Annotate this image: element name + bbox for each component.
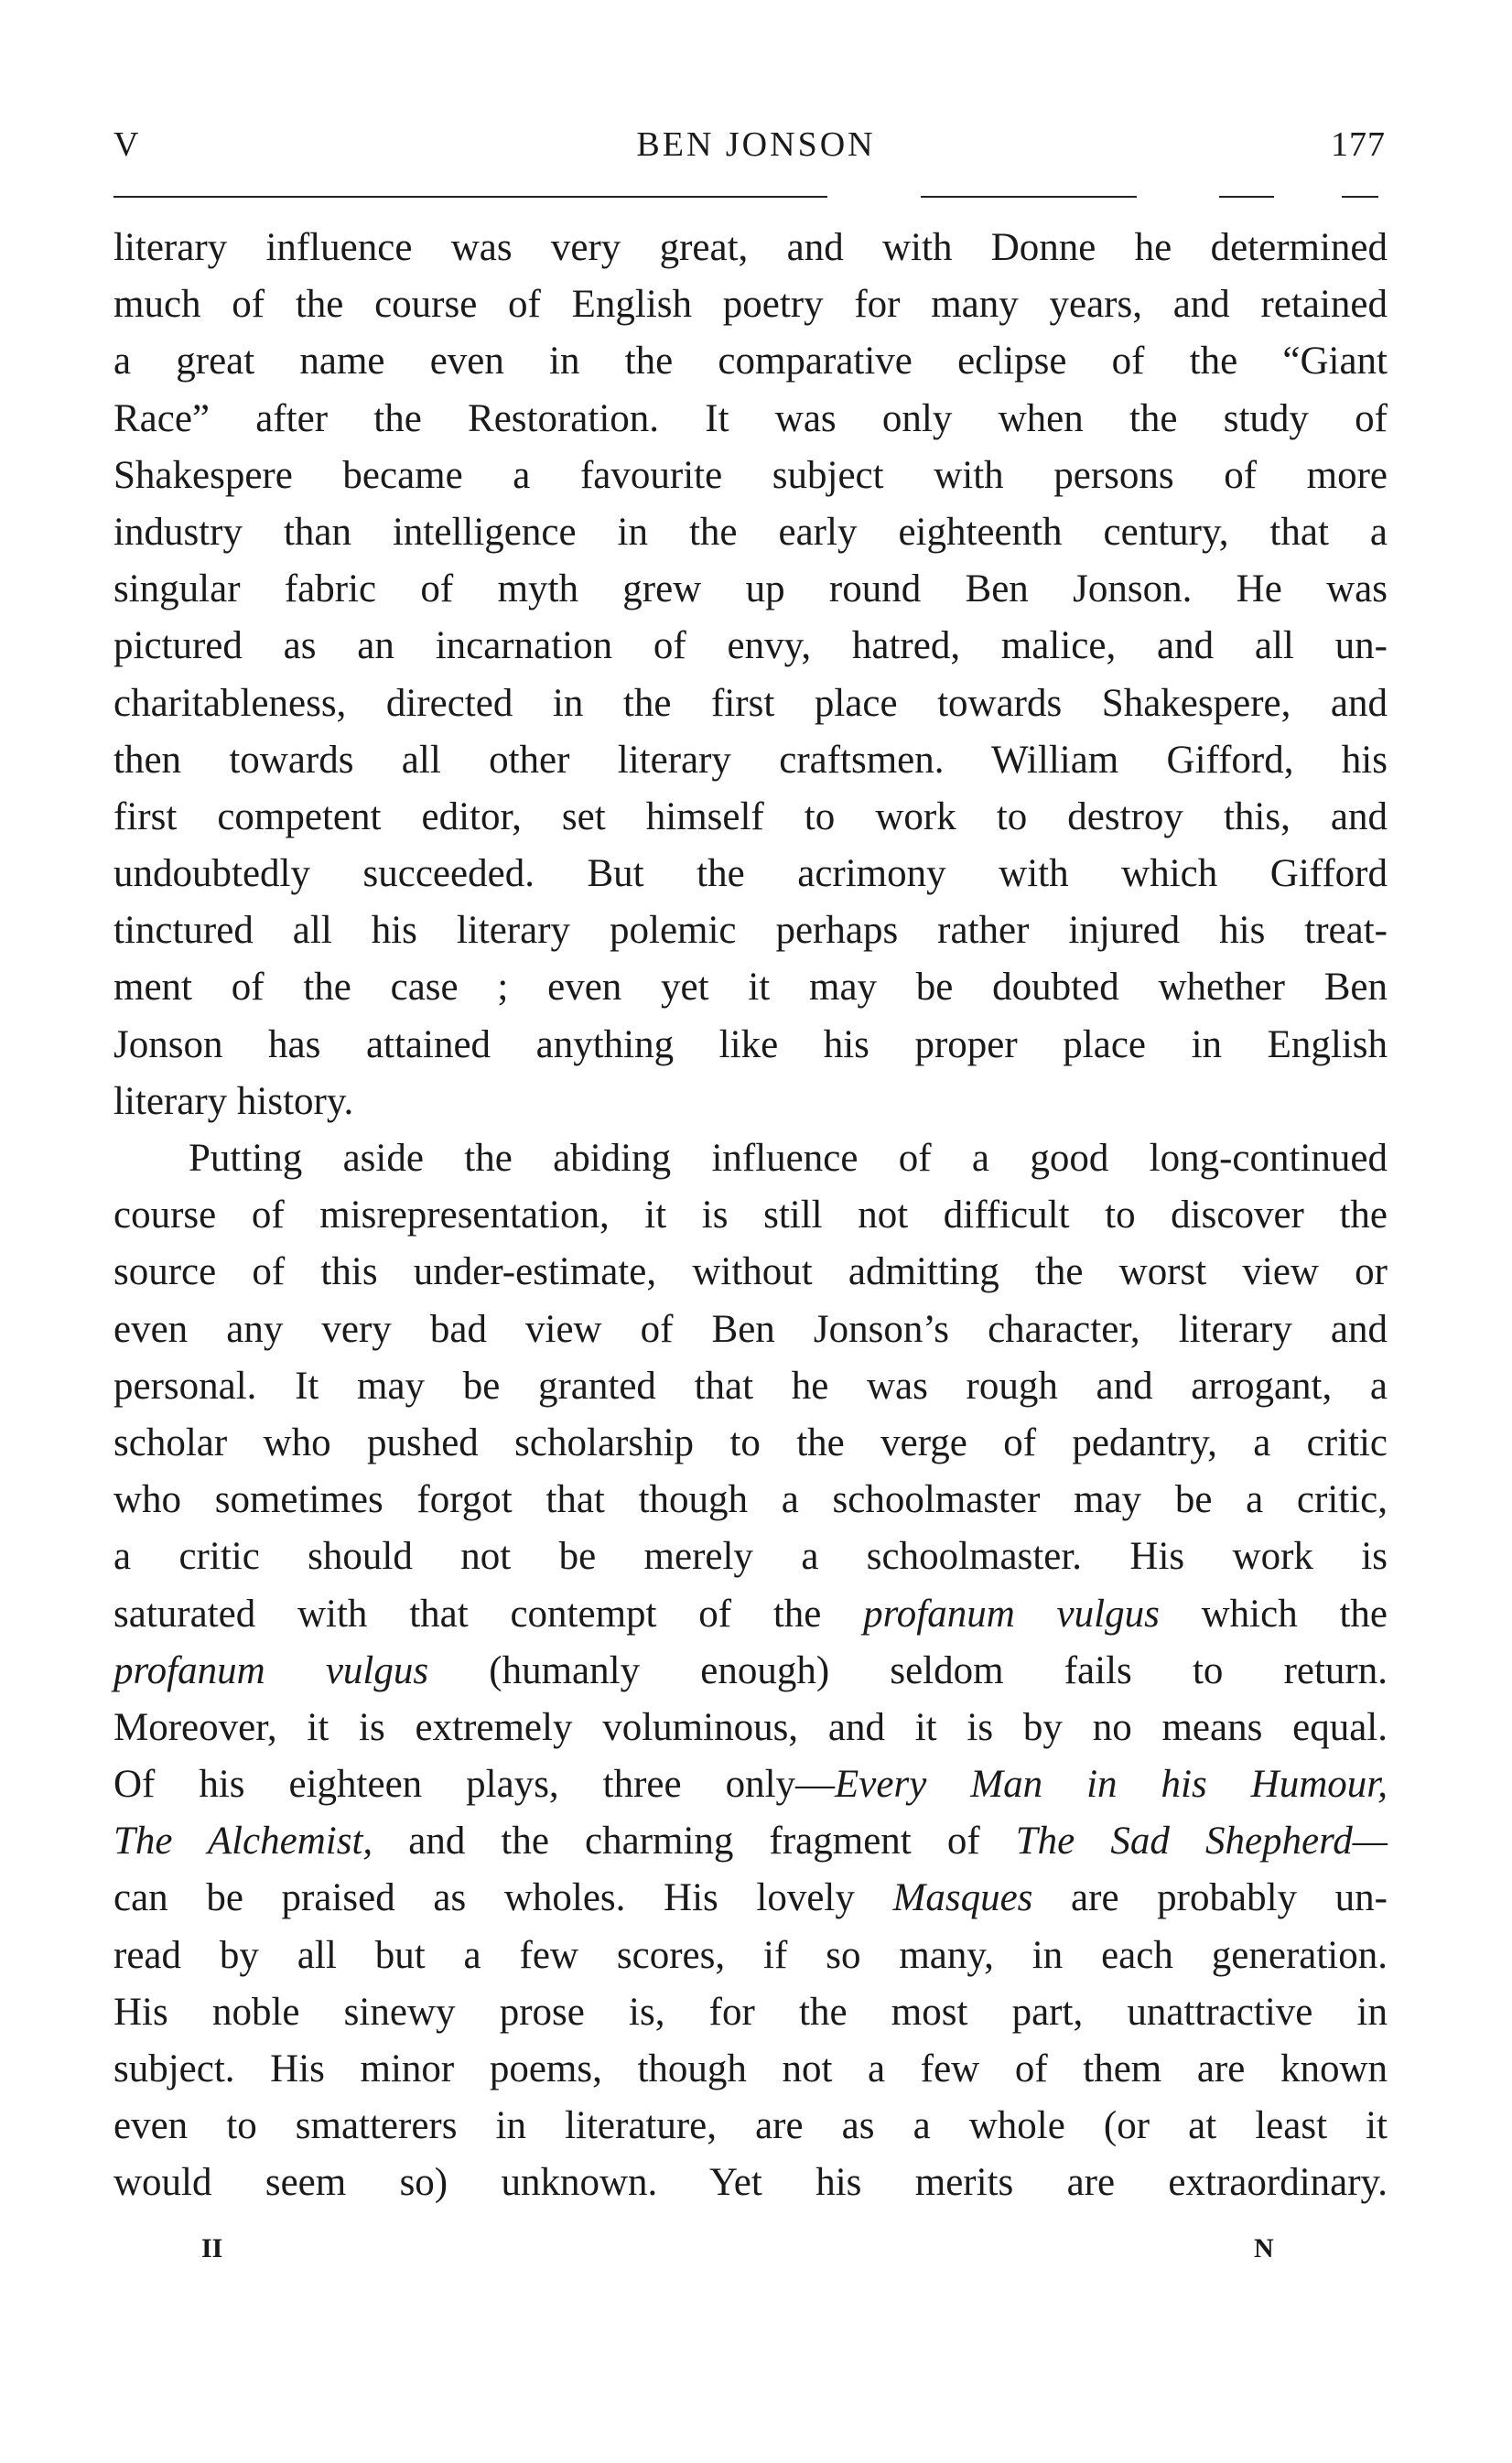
text-run: much of the course of English poetry for many years, and retained <box>113 283 1388 327</box>
text-line <box>113 1643 1388 1700</box>
text-run: tinctured all his literary polemic perhaps rather injured his treat- <box>113 909 1388 953</box>
text-line <box>113 789 1388 846</box>
text-run: which the <box>1159 1592 1388 1636</box>
text-line <box>113 902 1388 959</box>
text-line <box>113 561 1388 618</box>
text-run: would seem so) unknown. Yet his merits are extraordinary. <box>113 2161 1388 2205</box>
text-run: and the charming fragment of <box>373 1820 1016 1863</box>
text-line <box>113 1187 1388 1244</box>
text-line <box>113 1415 1388 1472</box>
italic-title: The Sad Shepherd— <box>1015 1820 1388 1863</box>
italic-title: profanum vulgus <box>863 1592 1160 1636</box>
text-run: are probably un- <box>1032 1876 1388 1920</box>
text-run: who sometimes forgot that though a schoolmaster may be a critic, <box>113 1478 1388 1522</box>
text-run: course of misrepresentation, it is still not difficult to discover the <box>113 1194 1388 1237</box>
italic-title: The Alchemist, <box>113 1820 373 1863</box>
signature-mark: II <box>201 2233 223 2263</box>
text-line <box>113 448 1388 504</box>
text-run: singular fabric of myth grew up round Ben Jonson. He was <box>113 567 1388 611</box>
text-line <box>113 732 1388 789</box>
text-line <box>113 1756 1388 1813</box>
text-line <box>113 959 1388 1016</box>
signature-letter: N <box>1254 2233 1274 2263</box>
text-line <box>113 1984 1388 2041</box>
body-text <box>113 220 1388 2212</box>
header-rule <box>1219 196 1274 198</box>
text-run: a critic should not be merely a schoolmaster. His work is <box>113 1535 1388 1579</box>
text-run: personal. It may be granted that he was rough and arrogant, a <box>113 1364 1388 1408</box>
text-run: subject. His minor poems, though not a few of them are known <box>113 2047 1388 2090</box>
text-line <box>113 1472 1388 1529</box>
text-line <box>113 1017 1388 1074</box>
text-line <box>113 618 1388 675</box>
text-line <box>113 1074 1388 1130</box>
running-title: BEN JONSON <box>636 125 876 164</box>
text-run: saturated with that contempt of the <box>113 1592 864 1636</box>
text-line <box>113 2041 1388 2098</box>
header-rule <box>921 196 1137 198</box>
text-run: literary influence was very great, and with Donne he determined <box>113 226 1388 269</box>
text-line <box>113 391 1388 448</box>
text-line <box>113 2098 1388 2155</box>
text-line <box>113 2155 1388 2211</box>
text-run: scholar who pushed scholarship to the verge of pedantry, a critic <box>113 1421 1388 1464</box>
text-line <box>113 1358 1388 1415</box>
text-line <box>113 1700 1388 1756</box>
text-run: then towards all other literary craftsmen. William Gifford, his <box>113 738 1388 782</box>
italic-title: profanum vulgus <box>113 1648 429 1692</box>
text-run: first competent editor, set himself to work to destroy this, and <box>113 794 1388 838</box>
text-run: Shakespere became a favourite subject with persons of more <box>113 453 1388 497</box>
text-run: (humanly enough) seldom fails to return. <box>428 1648 1388 1692</box>
text-line <box>113 1130 1388 1187</box>
text-line <box>113 1529 1388 1585</box>
page-number: 177 <box>1331 125 1386 164</box>
text-line <box>113 1813 1388 1870</box>
text-run: even any very bad view of Ben Jonson’s character, literary and <box>113 1307 1388 1351</box>
text-run: literary history. <box>113 1079 354 1123</box>
italic-title: Every Man in his Humour, <box>835 1763 1388 1807</box>
text-run: undoubtedly succeeded. But the acrimony with which Gifford <box>113 852 1388 896</box>
text-run: charitableness, directed in the first place towards Shakespere, and <box>113 681 1388 725</box>
text-run: source of this under-estimate, without admitting the worst view or <box>113 1250 1388 1294</box>
text-line <box>113 220 1388 276</box>
text-line <box>113 1586 1388 1643</box>
chapter-number: V <box>113 125 140 164</box>
text-run: Moreover, it is extremely voluminous, and it is by no means equal. <box>113 1705 1388 1749</box>
text-run: industry than intelligence in the early eighteenth century, that a <box>113 510 1388 554</box>
text-run: Jonson has attained anything like his proper place in English <box>113 1022 1388 1066</box>
text-run: ment of the case ; even yet it may be doubted whether Ben <box>113 966 1388 1010</box>
text-line <box>113 1870 1388 1927</box>
text-line <box>113 846 1388 902</box>
text-run: Race” after the Restoration. It was only when the study of <box>113 396 1388 440</box>
text-run: Putting aside the abiding influence of a good long-continued <box>189 1137 1388 1180</box>
text-line <box>113 1928 1388 1984</box>
text-run: even to smatterers in literature, are as a whole (or at least it <box>113 2104 1388 2148</box>
text-line <box>113 675 1388 732</box>
text-run: read by all but a few scores, if so many, in each generation. <box>113 1933 1388 1977</box>
header-rule <box>113 196 827 198</box>
text-line <box>113 504 1388 561</box>
text-line <box>113 1302 1388 1358</box>
text-run: His noble sinewy prose is, for the most part, unattractive in <box>113 1990 1388 2034</box>
text-run: a great name even in the comparative eclipse of the “Giant <box>113 340 1388 383</box>
header-rule <box>1342 196 1378 198</box>
text-run: can be praised as wholes. His lovely <box>113 1876 893 1920</box>
text-line <box>113 276 1388 333</box>
text-run: Of his eighteen plays, three only— <box>113 1763 836 1807</box>
text-line <box>113 1244 1388 1301</box>
text-line <box>113 333 1388 390</box>
text-run: pictured as an incarnation of envy, hatred, malice, and all un- <box>113 624 1388 668</box>
italic-title: Masques <box>892 1876 1033 1920</box>
